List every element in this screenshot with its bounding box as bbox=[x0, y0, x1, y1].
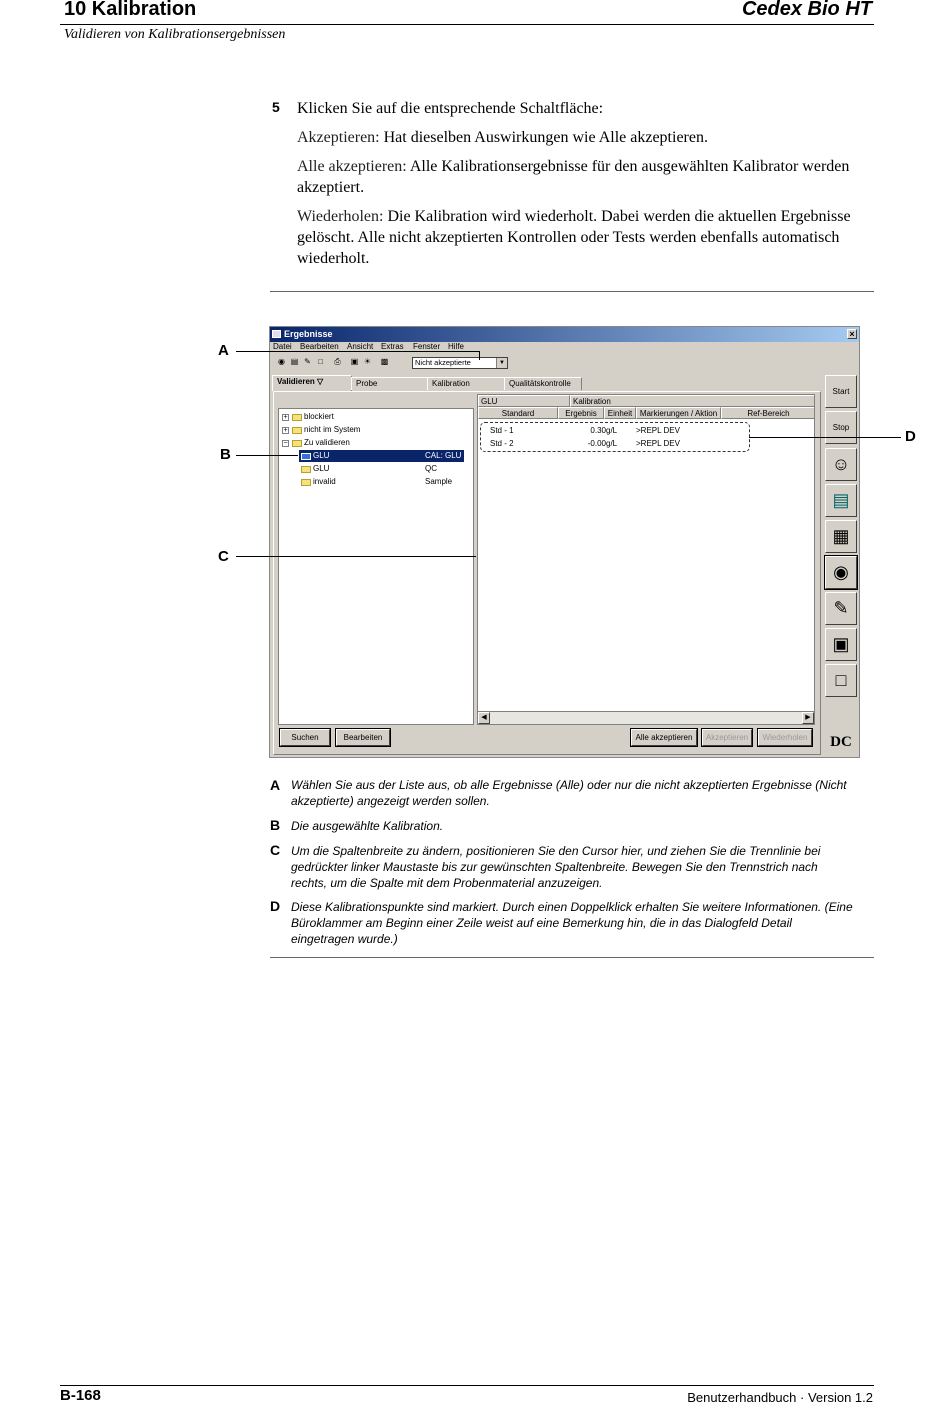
result-filter-select[interactable] bbox=[412, 357, 508, 369]
step-number: 5 bbox=[272, 99, 280, 115]
tree-item-label: GLU bbox=[313, 464, 330, 473]
window-title: Ergebnisse bbox=[284, 329, 333, 339]
scroll-right-icon[interactable]: ▶ bbox=[802, 712, 814, 724]
figure-bottom-rule bbox=[270, 957, 874, 958]
folder-icon bbox=[292, 440, 302, 447]
tree-item-label: invalid bbox=[313, 477, 336, 486]
tree-item-nicht-im-system[interactable] bbox=[279, 424, 473, 436]
reagent-icon[interactable]: ✎ bbox=[825, 592, 857, 625]
grid-cell-standard: Std - 2 bbox=[490, 439, 514, 448]
step-item-accept bbox=[297, 127, 857, 148]
accept-button[interactable]: Akzeptieren bbox=[702, 729, 752, 746]
step-item-repeat bbox=[297, 206, 857, 269]
tree-item-type: Sample bbox=[425, 477, 453, 486]
callout-c-line bbox=[236, 556, 476, 557]
step-item-term: Akzeptieren: bbox=[297, 129, 380, 146]
step-intro: Klicken Sie auf die entsprechende Schaltfläche: bbox=[297, 100, 604, 117]
product-name: Cedex Bio HT bbox=[741, 0, 872, 20]
tab-label: Probe bbox=[356, 379, 378, 388]
tree-item-label: GLU bbox=[313, 451, 330, 460]
result-filter-value: Nicht akzeptierte bbox=[415, 358, 471, 367]
stop-button[interactable]: Stop bbox=[825, 411, 857, 444]
legend-text-c: Um die Spaltenbreite zu ändern, positionieren Sie den Cursor hier, und ziehen Sie die Trennlinie bei gedrückter linker Maustaste bis zur gewünschten Spaltenbreite. Bewegen Sie den Trennstrich nach rechts, um die Spalte mit dem Probenmaterial anzuzeigen. bbox=[291, 844, 821, 890]
legend-key-b: B bbox=[270, 817, 281, 833]
worklist-icon[interactable]: ▦ bbox=[825, 520, 857, 553]
result-grid[interactable] bbox=[477, 394, 815, 725]
legend-key-c: C bbox=[270, 842, 281, 858]
legend-key-d: D bbox=[270, 898, 281, 914]
sun-icon[interactable]: ☀ bbox=[363, 357, 372, 366]
folder-open-icon bbox=[301, 453, 311, 460]
page-number: B-168 bbox=[60, 1387, 101, 1404]
figure-top-rule bbox=[270, 291, 874, 292]
results-window bbox=[269, 326, 860, 758]
chevron-down-icon[interactable]: ▼ bbox=[496, 358, 507, 368]
tree-item-blockiert[interactable] bbox=[279, 411, 473, 423]
grid-header-ref-bereich[interactable]: Ref-Bereich bbox=[721, 407, 815, 419]
grid-header-standard[interactable]: Standard bbox=[478, 407, 558, 419]
callout-c: C bbox=[218, 548, 229, 565]
section-subtitle: Validieren von Kalibrationsergebnissen bbox=[64, 27, 286, 42]
analyzer-icon[interactable]: ▤ bbox=[825, 484, 857, 517]
step-item-text: Hat dieselben Auswirkungen wie Alle akzeptieren. bbox=[379, 129, 708, 146]
tree-item-label: nicht im System bbox=[304, 425, 361, 434]
tree-item-glu-qc[interactable] bbox=[299, 463, 464, 475]
operator-icon[interactable]: ☺ bbox=[825, 448, 857, 481]
grid-header-einheit[interactable]: Einheit bbox=[604, 407, 636, 419]
callout-b-line bbox=[236, 455, 298, 456]
grid-cell-standard: Std - 1 bbox=[490, 426, 514, 435]
legend-text-d: Diese Kalibrationspunkte sind markiert. Durch einen Doppelklick erhalten Sie weitere Informationen. (Eine Büroklammer am Beginn einer Zeile weist auf eine Bemerkung hin, die in das Dialogfeld Detail eingetragen wurde.) bbox=[291, 900, 853, 946]
flag-text: REPL DEV bbox=[640, 439, 680, 448]
close-icon[interactable]: × bbox=[847, 329, 857, 339]
results-icon[interactable]: ◉ bbox=[825, 556, 857, 589]
document-icon[interactable]: □ bbox=[318, 357, 323, 366]
grid-cell-unit: g/L bbox=[606, 426, 618, 435]
tree-item-zu-validieren[interactable] bbox=[279, 437, 473, 449]
grid-header-markierungen[interactable]: Markierungen / Aktion bbox=[636, 407, 721, 419]
grid-cell-flag: >REPL DEV bbox=[636, 439, 680, 448]
expand-icon[interactable]: + bbox=[283, 414, 288, 421]
tree-item-glu-cal[interactable] bbox=[299, 450, 464, 462]
tree-item-label: blockiert bbox=[304, 412, 334, 421]
tree-item-type: QC bbox=[425, 464, 437, 473]
step-item-text: Die Kalibration wird wiederholt. Dabei werden die aktuellen Ergebnisse gelöscht. Alle nicht akzeptierten Kontrollen oder Tests werden ebenfalls automatisch wiederholt. bbox=[297, 208, 851, 267]
step-item-text: Alle Kalibrationsergebnisse für den ausgewählten Kalibrator werden akzeptiert. bbox=[297, 158, 850, 196]
tree-item-invalid[interactable] bbox=[299, 476, 464, 488]
filter-icon: ▽ bbox=[317, 377, 324, 386]
callout-a: A bbox=[218, 342, 229, 359]
chapter-title: 10 Kalibration bbox=[64, 0, 197, 20]
footer-rule bbox=[60, 1385, 874, 1386]
accept-all-button[interactable]: Alle akzeptieren bbox=[631, 729, 697, 746]
grid-cell-result: -0.00 bbox=[587, 439, 606, 448]
callout-a-line bbox=[236, 351, 480, 352]
pencil-icon[interactable]: ✎ bbox=[304, 357, 311, 366]
tab-kalibration[interactable] bbox=[427, 377, 505, 390]
menu-bearbeiten[interactable]: Bearbeiten bbox=[300, 342, 339, 351]
header-rule bbox=[60, 24, 874, 25]
edit-button[interactable]: Bearbeiten bbox=[336, 729, 390, 746]
grid-cell-unit: g/L bbox=[606, 439, 618, 448]
folder-icon bbox=[292, 414, 302, 421]
menu-datei[interactable]: Datei bbox=[273, 342, 292, 351]
folder-icon bbox=[292, 427, 302, 434]
callout-a-leader bbox=[479, 351, 480, 360]
tab-validieren[interactable] bbox=[272, 375, 352, 391]
grid-group-test: GLU bbox=[478, 395, 570, 407]
grid-header-ergebnis[interactable]: Ergebnis bbox=[558, 407, 604, 419]
callout-b: B bbox=[220, 446, 231, 463]
tab-label: Validieren bbox=[277, 377, 315, 386]
legend-text-b: Die ausgewählte Kalibration. bbox=[291, 819, 444, 833]
grid-cell-flag: >REPL DEV bbox=[636, 426, 680, 435]
menu-hilfe[interactable]: Hilfe bbox=[448, 342, 465, 351]
clipboard-icon[interactable]: ▩ bbox=[380, 357, 389, 366]
search-button[interactable]: Suchen bbox=[280, 729, 330, 746]
tree-item-type: CAL: GLU bbox=[425, 451, 462, 460]
collapse-icon[interactable]: − bbox=[283, 440, 288, 447]
clipboard-icon[interactable]: □ bbox=[825, 664, 857, 697]
document-version: Benutzerhandbuch · Version 1.2 bbox=[687, 1390, 873, 1405]
tab-label: Qualitätskontrolle bbox=[509, 379, 571, 388]
flag-text: REPL DEV bbox=[640, 426, 680, 435]
step-item-term: Wiederholen: bbox=[297, 208, 384, 225]
folder-icon bbox=[301, 466, 311, 473]
folder-icon bbox=[301, 479, 311, 486]
menu-fenster[interactable]: Fenster bbox=[413, 342, 441, 351]
expand-icon[interactable]: + bbox=[283, 427, 288, 434]
repeat-button[interactable]: Wiederholen bbox=[758, 729, 812, 746]
floppy-icon[interactable]: ▣ bbox=[825, 628, 857, 661]
window-icon bbox=[272, 330, 281, 338]
tab-label: Kalibration bbox=[432, 379, 470, 388]
start-button[interactable]: Start bbox=[825, 375, 857, 408]
marked-points-highlight bbox=[480, 422, 750, 452]
callout-d: D bbox=[905, 428, 916, 445]
monitor-icon[interactable]: ▣ bbox=[350, 357, 359, 366]
menu-extras[interactable]: Extras bbox=[381, 342, 404, 351]
scroll-left-icon[interactable]: ◀ bbox=[478, 712, 490, 724]
step-item-accept-all bbox=[297, 156, 857, 198]
legend-text-a: Wählen Sie aus der Liste aus, ob alle Ergebnisse (Alle) oder nur die nicht akzeptierten Ergebnisse (Nicht akzeptierte) angezeigt werden sollen. bbox=[291, 778, 847, 808]
tab-row bbox=[272, 375, 821, 391]
step-item-term: Alle akzeptieren: bbox=[297, 158, 407, 175]
grid-group-type: Kalibration bbox=[570, 395, 815, 407]
grid-cell-result: 0.30 bbox=[590, 426, 606, 435]
callout-d-line bbox=[749, 437, 901, 438]
tab-probe[interactable] bbox=[351, 377, 429, 390]
binoculars-icon[interactable]: ◉ bbox=[278, 357, 285, 366]
menu-ansicht[interactable]: Ansicht bbox=[347, 342, 374, 351]
window-titlebar bbox=[270, 327, 859, 342]
result-tree[interactable] bbox=[278, 408, 474, 725]
printer-icon[interactable]: ⎙ bbox=[334, 357, 341, 366]
tab-qualitaetskontrolle[interactable] bbox=[504, 377, 582, 390]
tree-item-label: Zu validieren bbox=[304, 438, 350, 447]
chart-icon[interactable]: ▤ bbox=[290, 357, 299, 366]
dc-label: DC bbox=[830, 734, 852, 750]
legend-key-a: A bbox=[270, 777, 281, 793]
grid-hscrollbar[interactable] bbox=[477, 711, 815, 725]
